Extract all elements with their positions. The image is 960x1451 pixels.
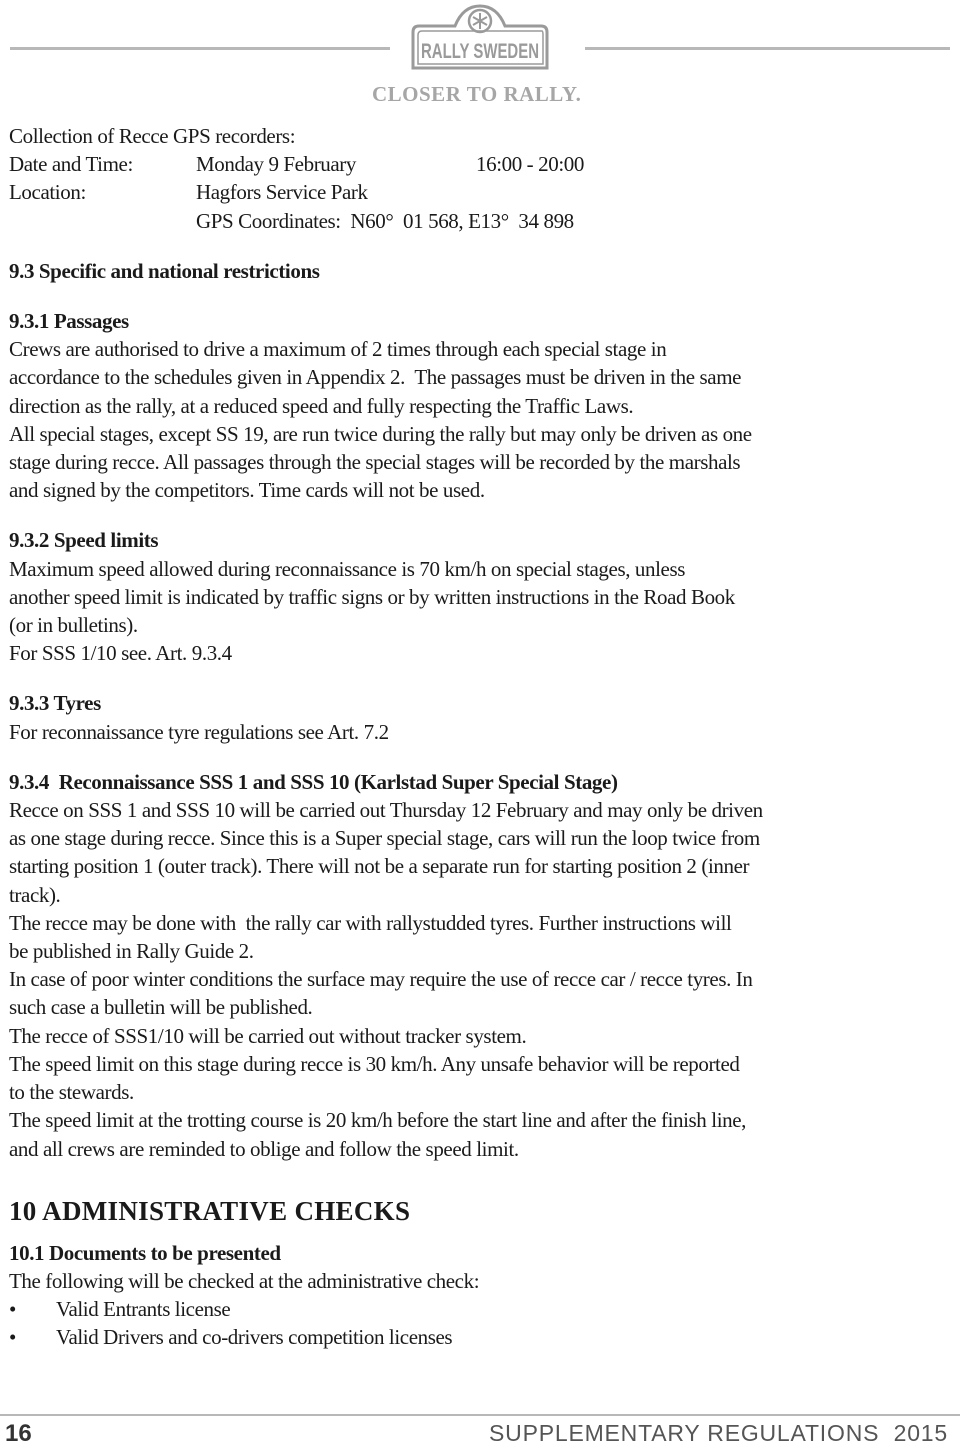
paragraph-line: (or in bulletins). xyxy=(9,613,138,638)
paragraph-line: and signed by the competitors. Time cards will not be used. xyxy=(9,478,485,503)
header-rule-right xyxy=(585,47,950,50)
footer-title: SUPPLEMENTARY REGULATIONS 2015 xyxy=(489,1420,948,1446)
recce-gps-row xyxy=(9,207,954,235)
paragraph-line: Maximum speed allowed during reconnaissance is 70 km/h on special stages, unless xyxy=(9,556,686,581)
date-value: Monday 9 February xyxy=(196,152,357,177)
logo-text: RALLY SWEDEN xyxy=(421,40,539,63)
paragraph-line: The speed limit at the trotting course is 20 km/h before the start line and after the finish line, xyxy=(9,1108,747,1133)
section-9-3-2-heading: 9.3.2 Speed limits xyxy=(9,528,159,553)
paragraph-line: another speed limit is indicated by traffic signs or by written instructions in the Road Book xyxy=(9,584,735,609)
section-9-3-3-heading: 9.3.3 Tyres xyxy=(9,691,101,716)
paragraph-line: direction as the rally, at a reduced speed and fully respecting the Traffic Laws. xyxy=(9,393,634,418)
paragraph-line: For reconnaissance tyre regulations see Art. 7.2 xyxy=(9,719,389,744)
paragraph-line: be published in Rally Guide 2. xyxy=(9,939,254,964)
section-9-3-3-body xyxy=(9,718,954,746)
paragraph-line: Recce on SSS 1 and SSS 10 will be carried out Thursday 12 February and may only be driven xyxy=(9,798,763,823)
header-rule-left xyxy=(10,47,390,50)
slogan: CLOSER TO RALLY. xyxy=(372,82,582,106)
section-9-3-heading: 9.3 Specific and national restrictions xyxy=(9,258,320,283)
snowflake-icon xyxy=(473,13,487,29)
section-9-3-1-body xyxy=(9,335,954,504)
section-10-1-intro: The following will be checked at the administrative check: xyxy=(9,1268,480,1293)
paragraph-line: In case of poor winter conditions the surface may require the use of recce car / recce tyres. In xyxy=(9,967,753,992)
paragraph-line: to the stewards. xyxy=(9,1080,134,1105)
paragraph-line: such case a bulletin will be published. xyxy=(9,995,313,1020)
section-9-3-4-heading: 9.3.4 Reconnaissance SSS 1 and SSS 10 (Karlstad Super Special Stage) xyxy=(9,769,618,794)
paragraph-line: The recce may be done with the rally car with rallystudded tyres. Further instructions will xyxy=(9,910,732,935)
list-item xyxy=(9,1295,954,1323)
paragraph-line: For SSS 1/10 see. Art. 9.3.4 xyxy=(9,641,232,666)
recce-location-row xyxy=(9,178,954,206)
time-value: 16:00 - 20:00 xyxy=(476,152,584,177)
page-number: 16 xyxy=(5,1420,32,1447)
section-9-3-1-heading: 9.3.1 Passages xyxy=(9,309,129,334)
list-item-text: Valid Drivers and co-drivers competition licenses xyxy=(56,1325,453,1350)
bullet-icon: • xyxy=(9,1325,16,1350)
paragraph-line: and all crews are reminded to oblige and follow the speed limit. xyxy=(9,1136,519,1161)
paragraph-line: track). xyxy=(9,882,61,907)
date-label: Date and Time: xyxy=(9,152,133,177)
rally-sweden-logo xyxy=(405,2,555,74)
location-value: Hagfors Service Park xyxy=(196,180,368,205)
paragraph-line: as one stage during recce. Since this is a Super special stage, cars will run the loop twice from xyxy=(9,826,760,851)
list-item-text: Valid Entrants license xyxy=(56,1297,231,1322)
paragraph-line: accordance to the schedules given in Appendix 2. The passages must be driven in the same xyxy=(9,365,742,390)
location-label: Location: xyxy=(9,180,86,205)
section-10-1-heading: 10.1 Documents to be presented xyxy=(9,1240,281,1265)
gps-value: GPS Coordinates: N60° 01 568, E13° 34 898 xyxy=(196,208,574,233)
list-item xyxy=(9,1323,954,1351)
section-9-3-2-body xyxy=(9,555,954,668)
recce-date-row xyxy=(9,150,954,178)
paragraph-line: All special stages, except SS 19, are run twice during the rally but may only be driven as one xyxy=(9,421,752,446)
paragraph-line: starting position 1 (outer track). There will not be a separate run for starting position 2 (inner xyxy=(9,854,750,879)
recce-collection-title: Collection of Recce GPS recorders: xyxy=(9,124,296,148)
page-content xyxy=(9,122,954,1352)
footer-rule xyxy=(0,1414,960,1416)
paragraph-line: The speed limit on this stage during recce is 30 km/h. Any unsafe behavior will be reported xyxy=(9,1051,740,1076)
paragraph-line: Crews are authorised to drive a maximum of 2 times through each special stage in xyxy=(9,337,667,362)
bullet-icon: • xyxy=(9,1297,16,1322)
paragraph-line: stage during recce. All passages through the special stages will be recorded by the marshals xyxy=(9,450,741,475)
section-10-heading: 10 ADMINISTRATIVE CHECKS xyxy=(9,1195,411,1226)
section-9-3-4-body xyxy=(9,796,954,1163)
paragraph-line: The recce of SSS1/10 will be carried out without tracker system. xyxy=(9,1023,527,1048)
